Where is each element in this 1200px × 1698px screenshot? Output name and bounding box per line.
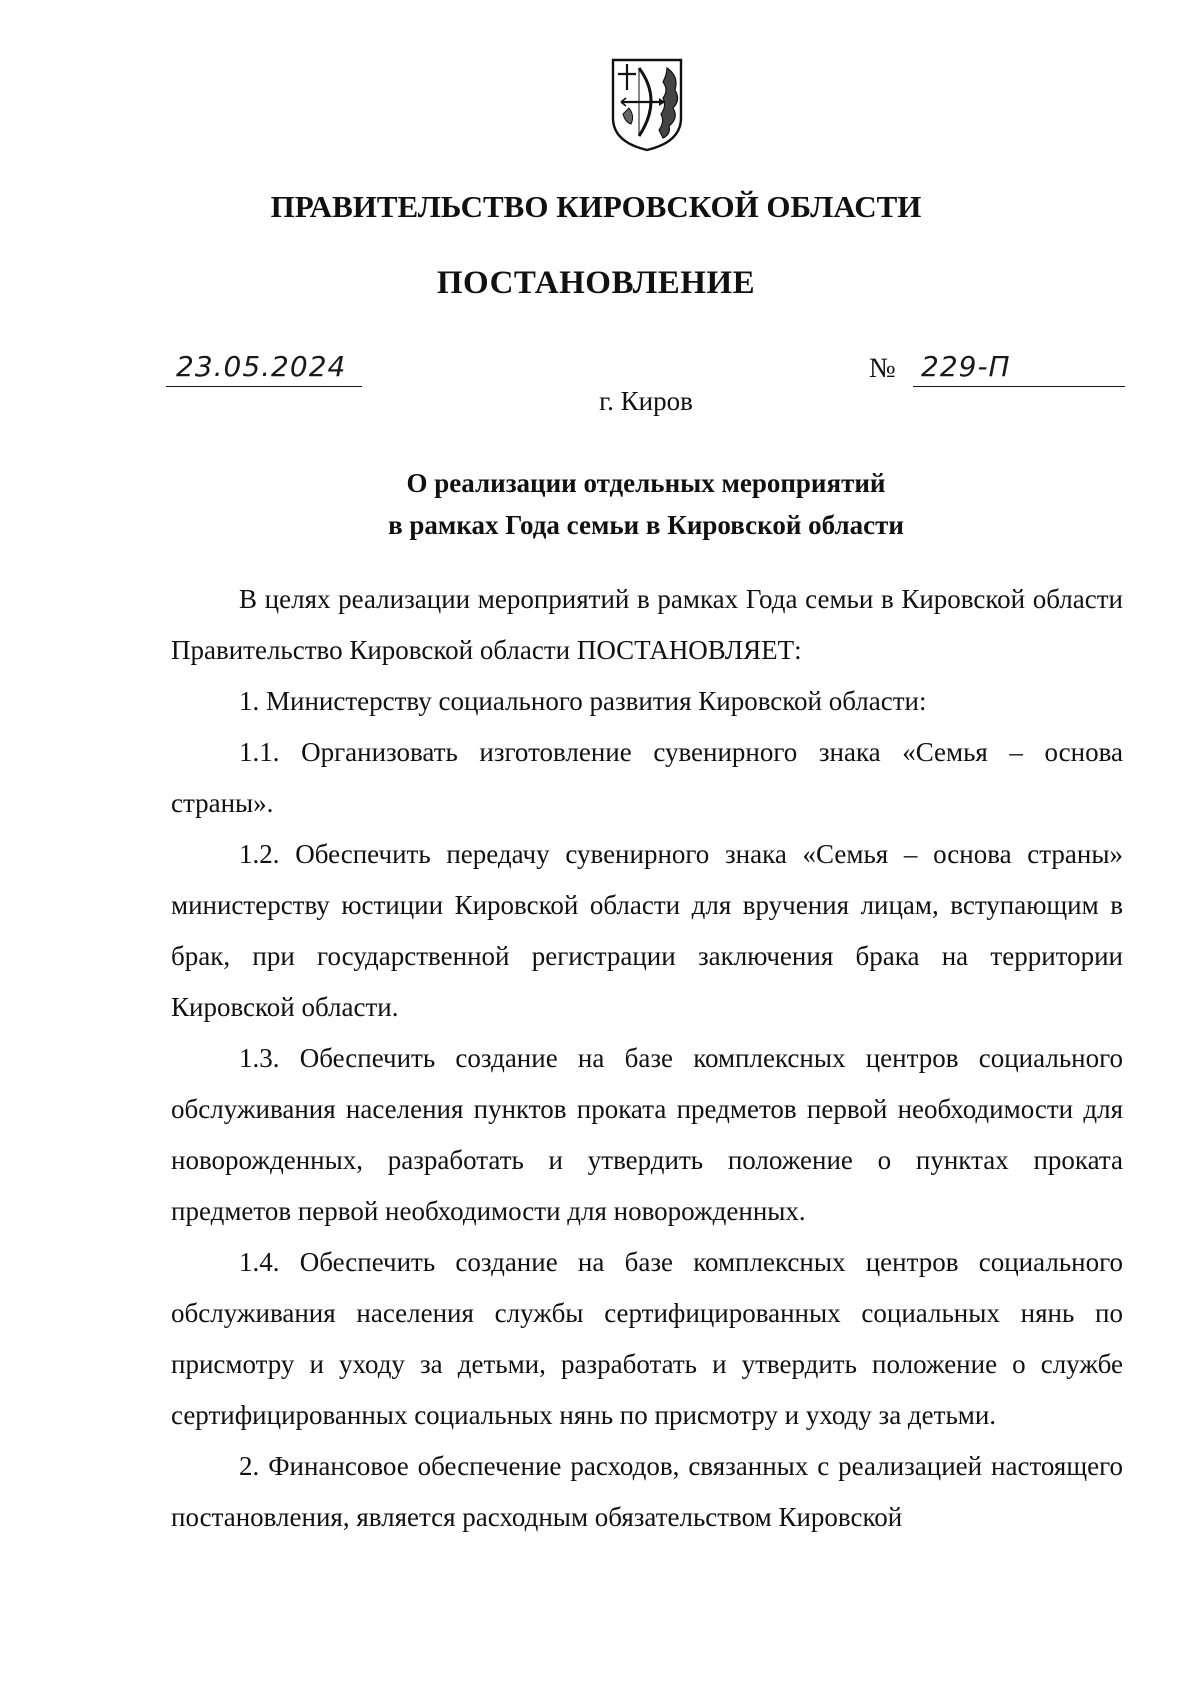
- document-body: [171, 574, 1123, 1543]
- clause-1-2: 1.2. Обеспечить передачу сувенирного знака «Семья – основа страны» министерству юстиции Кировской области для вручения лицам, вступающим в брак, при государственной регистрации заключения брака на территории Кировской области.: [171, 839, 1123, 1022]
- number-sign: №: [869, 353, 896, 384]
- government-title: ПРАВИТЕЛЬСТВО КИРОВСКОЙ ОБЛАСТИ: [270, 189, 922, 224]
- kirov-oblast-coat-of-arms-icon: [609, 56, 685, 152]
- clause-1-1: 1.1. Организовать изготовление сувенирного знака «Семья – основа страны».: [171, 737, 1123, 818]
- clause-1-4: 1.4. Обеспечить создание на базе комплексных центров социального обслуживания населения службы сертифицированных социальных нянь по присмотру и уходу за детьми, разработать и утвердить положение о службе сертифицированных социальных нянь по присмотру и уходу за детьми.: [171, 1247, 1123, 1430]
- document-date-field: [166, 348, 366, 388]
- clause-1: 1. Министерству социального развития Кировской области:: [239, 686, 927, 716]
- subject-line-1: О реализации отдельных мероприятий: [406, 468, 886, 498]
- document-number: 229-П: [921, 350, 1011, 383]
- document-type-heading: ПОСТАНОВЛЕНИЕ: [436, 265, 756, 301]
- clause-2: 2. Финансовое обеспечение расходов, связанных с реализацией настоящего постановления, является расходным обязательством Кировской: [171, 1451, 1123, 1532]
- subject-line-2: в рамках Года семьи в Кировской области: [388, 510, 904, 540]
- clause-1-3: 1.3. Обеспечить создание на базе комплексных центров социального обслуживания населения пунктов проката предметов первой необходимости для новорожденных, разработать и утвердить положение о пунктах проката предметов первой необходимости для новорожденных.: [171, 1043, 1123, 1226]
- document-date: 23.05.2024: [176, 350, 347, 383]
- preamble-paragraph: В целях реализации мероприятий в рамках Года семьи в Кировской области Правительство Кировской области ПОСТАНОВЛЯЕТ:: [171, 584, 1123, 665]
- city-name: г. Киров: [599, 386, 693, 416]
- document-subject: [0, 462, 1200, 546]
